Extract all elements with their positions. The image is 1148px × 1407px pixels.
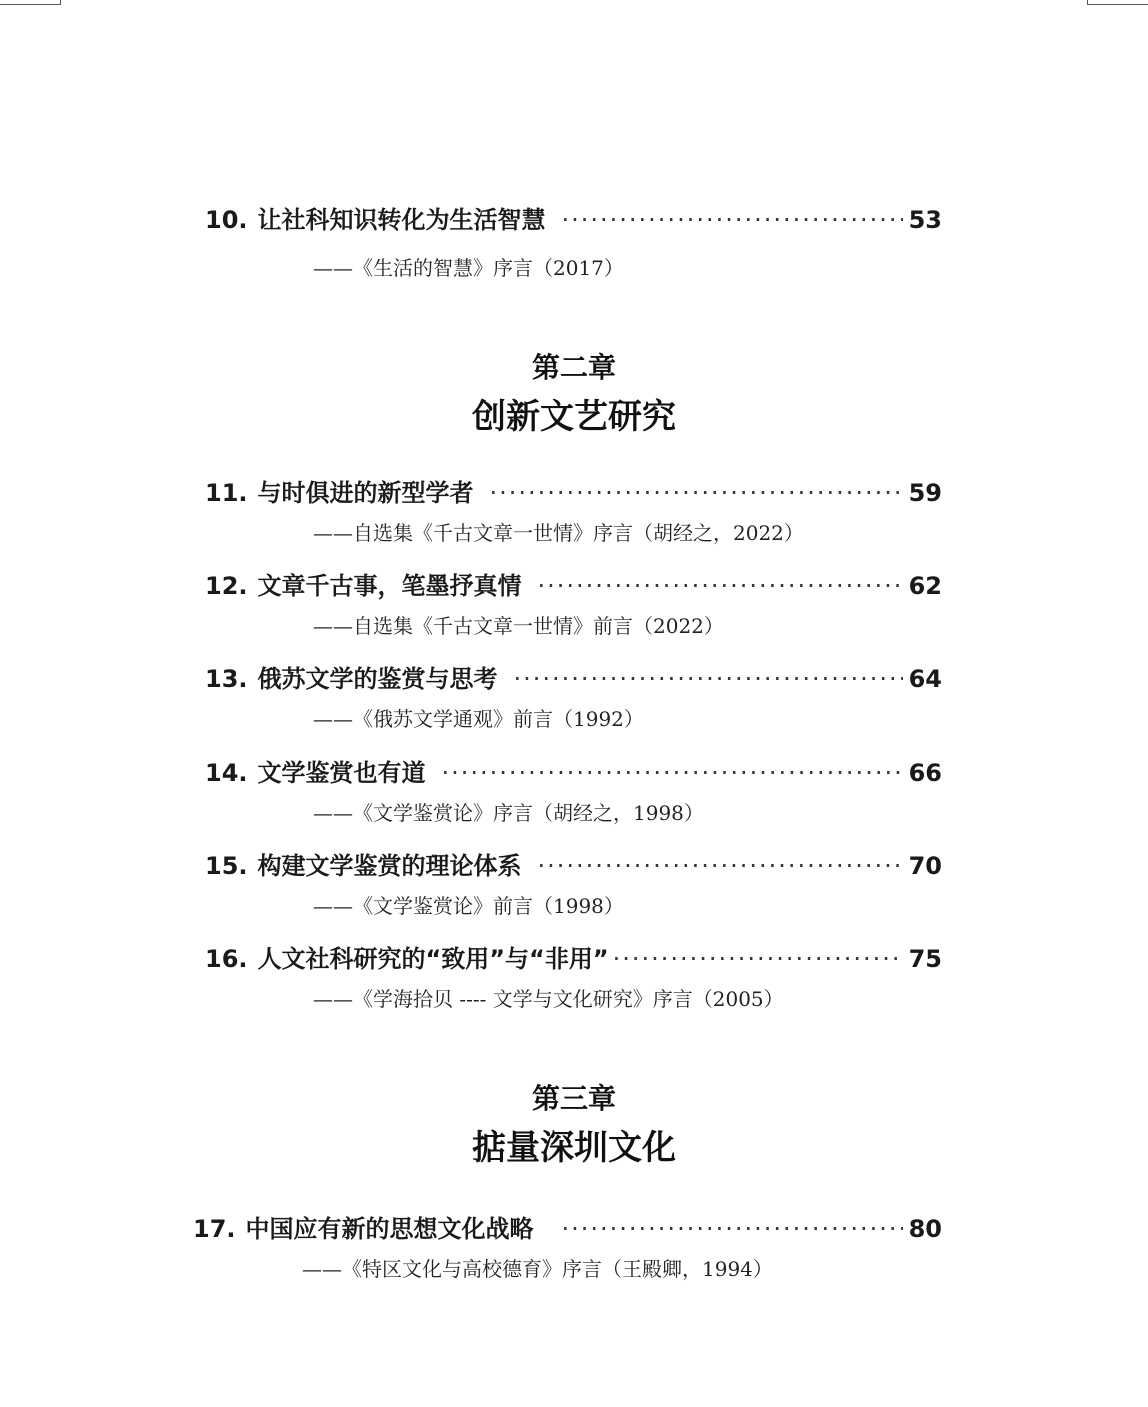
dot-leader (442, 757, 903, 789)
entry-page-number: 53 (908, 206, 942, 234)
entry-number: 14. (205, 759, 248, 787)
crop-mark-left (0, 0, 61, 5)
entry-title: 文章千古事，笔墨抒真情 (257, 572, 522, 600)
entry-source: ——《文学鉴赏论》前言（1998） (313, 894, 624, 918)
entry-title: 构建文学鉴赏的理论体系 (257, 852, 522, 880)
entry-page-number: 70 (908, 852, 942, 880)
entry-source: ——自选集《千古文章一世情》序言（胡经之，2022） (313, 521, 804, 545)
entry-source: ——《特区文化与高校德育》序言（王殿卿，1994） (302, 1257, 773, 1281)
entry-page-number: 64 (908, 665, 942, 693)
entry-number: 17. (193, 1215, 236, 1243)
entry-title: 文学鉴赏也有道 (257, 759, 426, 787)
chapter-title: 创新文艺研究 (472, 397, 676, 437)
entry-title: 与时俱进的新型学者 (257, 479, 474, 507)
entry-source: ——《学海拾贝 ---- 文学与文化研究》序言（2005） (313, 987, 784, 1011)
dot-leader (514, 663, 903, 695)
entry-page-number: 80 (908, 1215, 942, 1243)
entry-title: 俄苏文学的鉴赏与思考 (257, 665, 498, 693)
crop-mark-right (1087, 0, 1148, 5)
chapter-number: 第二章 (531, 351, 616, 384)
dot-leader (613, 943, 903, 975)
entry-number: 12. (205, 572, 248, 600)
entry-source: ——《文学鉴赏论》序言（胡经之，1998） (313, 801, 704, 825)
chapter-heading-3 (0, 1081, 1148, 1171)
entry-page-number: 75 (908, 945, 942, 973)
chapter-title: 掂量深圳文化 (472, 1128, 676, 1168)
dot-leader (490, 477, 903, 509)
entry-page-number: 59 (908, 479, 942, 507)
entry-page-number: 66 (908, 759, 942, 787)
dot-leader (538, 850, 903, 882)
entry-title: 中国应有新的思想文化战略 (245, 1215, 534, 1243)
chapter-number: 第三章 (531, 1082, 616, 1115)
dot-leader (538, 570, 903, 602)
entry-number: 13. (205, 665, 248, 693)
dot-leader (562, 1213, 903, 1245)
entry-source: ——自选集《千古文章一世情》前言（2022） (313, 614, 724, 638)
entry-title: 人文社科研究的“致用”与“非用” (257, 945, 609, 973)
chapter-heading-2 (0, 350, 1148, 440)
dot-leader (562, 204, 903, 236)
entry-page-number: 62 (908, 572, 942, 600)
entry-number: 10. (205, 206, 248, 234)
entry-number: 11. (205, 479, 248, 507)
entry-number: 16. (205, 945, 248, 973)
entry-title: 让社科知识转化为生活智慧 (257, 206, 546, 234)
entry-source: ——《俄苏文学通观》前言（1992） (313, 707, 644, 731)
entry-source: ——《生活的智慧》序言（2017） (313, 256, 624, 280)
entry-number: 15. (205, 852, 248, 880)
